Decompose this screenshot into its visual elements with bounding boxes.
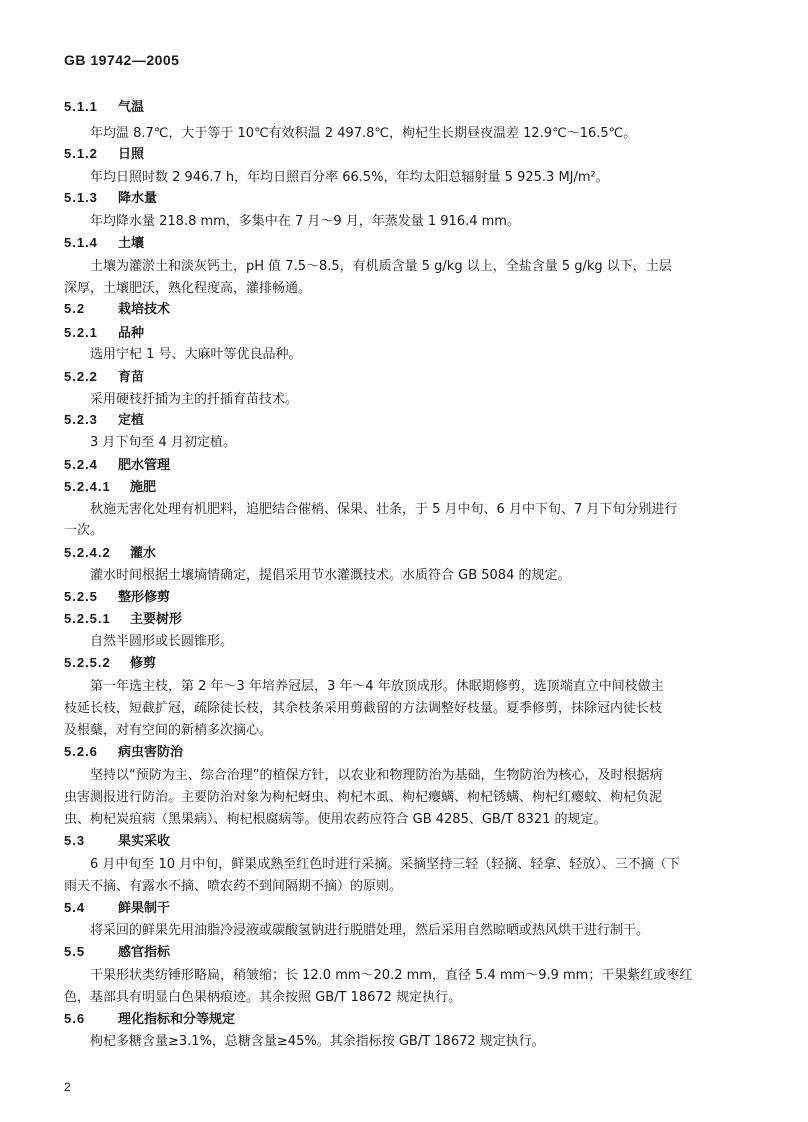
section-text-5-2-5-2-line3: 及根蘖，对有空间的新梢多次摘心。: [64, 723, 273, 738]
section-text-5-2-6-line2: 虫害测报进行防治。主要防治对象为枸杞蚜虫、枸杞木虱、枸杞瘿螨、枸杞锈螨、枸杞红瘿蚊、枸杞负泥: [64, 790, 663, 805]
section-text-5-2-1: 选用宁杞 1 号、大麻叶等优良品种。: [90, 347, 302, 362]
section-heading-5-2-5-2: 5.2.5.2 修剪: [64, 655, 157, 671]
section-text-5-3-line1: 6 月中旬至 10 月中旬，鲜果成熟至红色时进行采摘。采摘坚持三轻（轻摘、轻拿、轻放）、三不摘（下: [90, 857, 680, 872]
section-heading-5-2-6: 5.2.6 病虫害防治: [64, 744, 184, 760]
section-heading-5-2-4: 5.2.4 肥水管理: [64, 457, 171, 473]
section-text-5-2-5-2-line2: 枝延长枝，短截扩冠，疏除徒长枝，其余枝条采用剪截留的方法调整好枝量。夏季修剪，抹除冠内徒长枝: [64, 701, 663, 716]
section-heading-5-5: 5.5 感官指标: [64, 944, 171, 960]
section-text-5-5-line2: 色，基部具有明显白色果柄痕迹。其余按照 GB/T 18672 规定执行。: [64, 990, 462, 1005]
section-text-5-2-2: 采用硬枝扦插为主的扦插育苗技术。: [90, 392, 299, 407]
section-heading-5-3: 5.3 果实采收: [64, 833, 171, 849]
section-text-5-2-5-2-line1: 第一年选主枝，第 2 年～3 年培养冠层，3 年～4 年放顶成形。休眠期修剪，选顶端直立中间枝做主: [90, 679, 664, 694]
section-heading-5-2-5: 5.2.5 整形修剪: [64, 589, 171, 605]
section-text-5-1-2: 年均日照时数 2 946.7 h，年均日照百分率 66.5%，年均太阳总辐射量 5 925.3 MJ/m²。: [90, 170, 609, 185]
section-heading-5-2-2: 5.2.2 育苗: [64, 369, 145, 385]
section-text-5-2-4-1-line2: 一次。: [64, 523, 104, 538]
section-heading-5-2-3: 5.2.3 定植: [64, 412, 145, 428]
page-number: 2: [64, 1080, 71, 1094]
standard-number: GB 19742—2005: [64, 52, 180, 68]
section-heading-5-1-3: 5.1.3 降水量: [64, 190, 158, 206]
section-text-5-1-4-line1: 土壤为灌淤土和淡灰钙土，pH 值 7.5～8.5，有机质含量 5 g/kg 以上，全盐含量 5 g/kg 以下，土层: [90, 259, 672, 274]
section-heading-5-1-2: 5.1.2 日照: [64, 146, 145, 162]
section-heading-5-2-4-2: 5.2.4.2 灌水: [64, 545, 157, 561]
section-heading-5-1-4: 5.1.4 土壤: [64, 235, 145, 251]
section-heading-5-6: 5.6 理化指标和分等规定: [64, 1011, 236, 1027]
section-text-5-1-4-line2: 深厚，土壤肥沃，熟化程度高，灌排畅通。: [64, 281, 312, 296]
section-text-5-2-3: 3 月下旬至 4 月初定植。: [90, 435, 236, 450]
section-text-5-3-line2: 雨天不摘、有露水不摘、喷农药不到间隔期不摘）的原则。: [64, 879, 403, 894]
section-heading-5-4: 5.4 鲜果制干: [64, 900, 171, 916]
section-text-5-6: 枸杞多糖含量≥3.1%，总糖含量≥45%。其余指标按 GB/T 18672 规定执行。: [90, 1034, 545, 1049]
section-heading-5-2: 5.2 栽培技术: [64, 301, 171, 317]
section-heading-5-1-1: 5.1.1 气温: [64, 99, 145, 115]
section-text-5-5-line1: 干果形状类纺锤形略扁，稍皱缩；长 12.0 mm～20.2 mm，直径 5.4 mm～9.9 mm；干果紫红或枣红: [90, 968, 693, 983]
section-text-5-2-5-1: 自然半圆形或长圆锥形。: [90, 634, 234, 649]
section-text-5-2-6-line1: 坚持以“预防为主、综合治理”的植保方针，以农业和物理防治为基础，生物防治为核心，及时根据病: [90, 768, 663, 783]
section-text-5-2-4-2: 灌水时间根据土壤墒情确定，提倡采用节水灌溉技术。水质符合 GB 5084 的规定。: [90, 568, 571, 583]
section-text-5-1-3: 年均降水量 218.8 mm，多集中在 7 月～9 月，年蒸发量 1 916.4 mm。: [90, 214, 520, 229]
section-heading-5-2-5-1: 5.2.5.1 主要树形: [64, 611, 183, 627]
section-heading-5-2-4-1: 5.2.4.1 施肥: [64, 479, 157, 495]
section-text-5-2-4-1-line1: 秋施无害化处理有机肥料，追肥结合催梢、保果、壮条，于 5 月中旬、6 月中下旬、7 月下旬分别进行: [90, 502, 678, 517]
section-text-5-1-1: 年均温 8.7℃，大于等于 10℃有效积温 2 497.8℃，枸杞生长期昼夜温差 12.9℃～16.5℃。: [90, 126, 637, 141]
section-text-5-4: 将采回的鲜果先用油脂冷浸液或碳酸氢钠进行脱腊处理，然后采用自然晾晒或热风烘干进行制干。: [90, 923, 650, 938]
section-text-5-2-6-line3: 虫、枸杞炭疽病（黑果病）、枸杞根腐病等。使用农药应符合 GB 4285、GB/T 8321 的规定。: [64, 812, 607, 827]
section-heading-5-2-1: 5.2.1 品种: [64, 325, 145, 341]
